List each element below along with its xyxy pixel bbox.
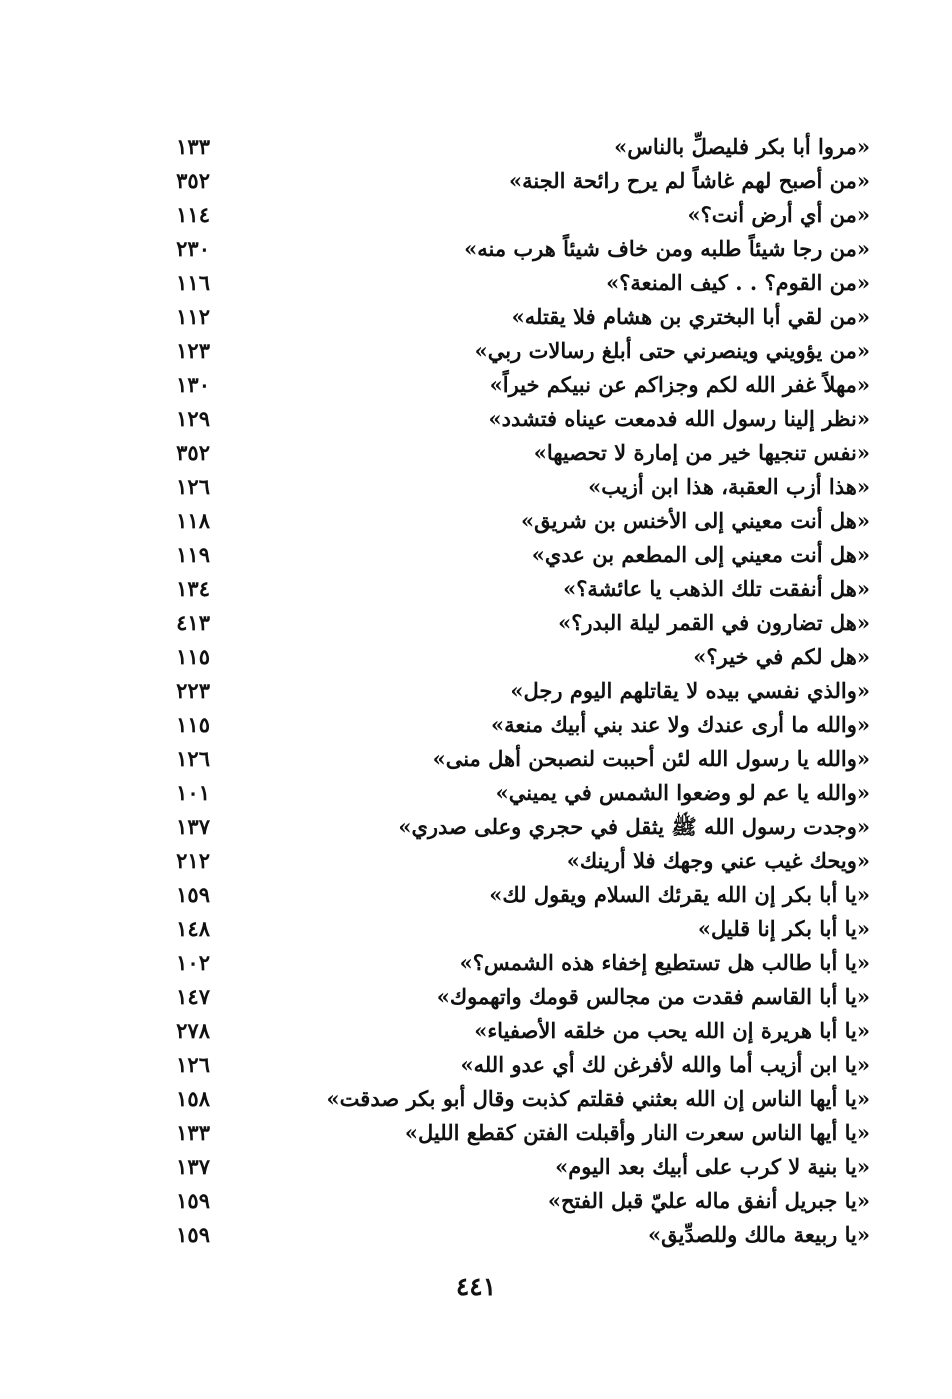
page-reference: ١٥٩ (176, 1188, 210, 1213)
hadith-text: «يا ابن أزيب أما والله لأفرغن لك أي عدو الله» (460, 1052, 870, 1077)
index-entry (150, 470, 870, 504)
index-entry (150, 334, 870, 368)
index-entry (150, 844, 870, 878)
index-entry (150, 402, 870, 436)
index-entry (150, 538, 870, 572)
page-reference: ١١٩ (176, 542, 210, 567)
page-reference: ١٥٩ (176, 882, 210, 907)
page-reference: ١٥٨ (176, 1086, 210, 1111)
index-entry (150, 878, 870, 912)
page-reference: ١٣٠ (176, 372, 210, 397)
page-reference: ١٠١ (176, 780, 210, 805)
hadith-text: «يا جبريل أنفق ماله عليّ قبل الفتح» (547, 1188, 870, 1213)
index-entry (150, 1150, 870, 1184)
index-entry (150, 198, 870, 232)
index-entry (150, 300, 870, 334)
hadith-text: «من أي أرض أنت؟» (687, 202, 870, 227)
index-entry (150, 708, 870, 742)
hadith-text: «هل أنفقت تلك الذهب يا عائشة؟» (563, 576, 870, 601)
page-reference: ٣٥٢ (176, 168, 210, 193)
hadith-text: «هل تضارون في القمر ليلة البدر؟» (558, 610, 870, 635)
index-entry (150, 164, 870, 198)
hadith-text: «يا أيها الناس سعرت النار وأقبلت الفتن كقطع الليل» (404, 1120, 870, 1145)
page-reference: ١٤٨ (176, 916, 210, 941)
page-number: ٤٤١ (455, 1272, 497, 1301)
index-entry (150, 606, 870, 640)
page-reference: ٢٢٣ (176, 678, 210, 703)
hadith-text: «والله ما أرى عندك ولا عند بني أبيك منعة» (491, 712, 870, 737)
index-entry (150, 1218, 870, 1252)
page-reference: ١٤٧ (176, 984, 210, 1009)
page-reference: ١٣٤ (176, 576, 210, 601)
page-reference: ١٢٣ (176, 338, 210, 363)
page-reference: ١١٢ (176, 304, 210, 329)
index-entry (150, 1048, 870, 1082)
index-entry (150, 742, 870, 776)
hadith-text: «والذي نفسي بيده لا يقاتلهم اليوم رجل» (510, 678, 870, 703)
hadith-text: «هذا أزب العقبة، هذا ابن أزيب» (588, 474, 870, 499)
page-reference: ١١٦ (176, 270, 210, 295)
page-reference: ١١٨ (176, 508, 210, 533)
index-entry (150, 130, 870, 164)
hadith-text: «من القوم؟ . . كيف المنعة؟» (606, 270, 870, 295)
page-reference: ١٣٧ (176, 1154, 210, 1179)
index-entry (150, 640, 870, 674)
hadith-text: «نظر إلينا رسول الله فدمعت عيناه فتشدد» (488, 406, 870, 431)
hadith-text: «يا بنية لا كرب على أبيك بعد اليوم» (555, 1154, 870, 1179)
hadith-text: «يا أبا القاسم فقدت من مجالس قومك واتهموك» (436, 984, 870, 1009)
hadith-text: «نفس تنجيها خير من إمارة لا تحصيها» (533, 440, 870, 465)
hadith-text: «يا ربيعة مالك وللصدِّيق» (648, 1222, 870, 1247)
page-reference: ١٥٩ (176, 1222, 210, 1247)
page-reference: ٤١٣ (176, 610, 210, 635)
page-reference: ٣٥٢ (176, 440, 210, 465)
index-entry (150, 946, 870, 980)
index-entry (150, 1082, 870, 1116)
index-entry (150, 912, 870, 946)
hadith-text: «هل أنت معيني إلى المطعم بن عدي» (531, 542, 870, 567)
index-entry (150, 572, 870, 606)
page-reference: ١٣٣ (176, 134, 210, 159)
hadith-text: «من يؤويني وينصرني حتى أبلغ رسالات ربي» (474, 338, 870, 363)
index-entry (150, 810, 870, 844)
hadith-text: «يا أبا بكر إنا قليل» (697, 916, 870, 941)
index-entry (150, 1014, 870, 1048)
hadith-text: «يا أيها الناس إن الله بعثني فقلتم كذبت وقال أبو بكر صدقت» (326, 1086, 870, 1111)
page-reference: ٢٧٨ (176, 1018, 210, 1043)
hadith-text: «من أصبح لهم غاشاً لم يرح رائحة الجنة» (508, 168, 870, 193)
page-reference: ٢٣٠ (176, 236, 210, 261)
hadith-text: «ويحك غيب عني وجهك فلا أرينك» (566, 848, 870, 873)
index-entry (150, 1116, 870, 1150)
index-entry (150, 368, 870, 402)
page-reference: ٢١٢ (176, 848, 210, 873)
hadith-text: «يا أبا هريرة إن الله يحب من خلقه الأصفياء» (474, 1018, 870, 1043)
page-reference: ١١٥ (176, 644, 210, 669)
page-reference: ١١٤ (176, 202, 210, 227)
hadith-text: «وجدت رسول الله ﷺ يثقل في حجري وعلى صدري» (398, 814, 870, 839)
hadith-text: «يا أبا طالب هل تستطيع إخفاء هذه الشمس؟» (459, 950, 870, 975)
page-reference: ١٣٧ (176, 814, 210, 839)
index-entry (150, 674, 870, 708)
page-reference: ١٢٦ (176, 746, 210, 771)
hadith-index-list (150, 130, 870, 1252)
index-entry (150, 266, 870, 300)
hadith-text: «مهلاً غفر الله لكم وجزاكم عن نبيكم خيراً» (489, 372, 870, 397)
index-entry (150, 776, 870, 810)
page-reference: ١٣٣ (176, 1120, 210, 1145)
index-entry (150, 232, 870, 266)
page-reference: ١٢٩ (176, 406, 210, 431)
page-reference: ١٢٦ (176, 1052, 210, 1077)
hadith-text: «من لقي أبا البختري بن هشام فلا يقتله» (511, 304, 870, 329)
index-entry (150, 1184, 870, 1218)
hadith-text: «هل أنت معيني إلى الأخنس بن شريق» (521, 508, 870, 533)
hadith-text: «والله يا رسول الله لئن أحببت لنصبحن أهل منى» (432, 746, 870, 771)
hadith-text: «هل لكم في خير؟» (693, 644, 870, 669)
hadith-text: «والله يا عم لو وضعوا الشمس في يميني» (495, 780, 870, 805)
index-entry (150, 436, 870, 470)
hadith-text: «من رجا شيئاً طلبه ومن خاف شيئاً هرب منه» (464, 236, 870, 261)
index-entry (150, 980, 870, 1014)
hadith-text: «مروا أبا بكر فليصلِّ بالناس» (614, 134, 870, 159)
page-reference: ١٢٦ (176, 474, 210, 499)
hadith-text: «يا أبا بكر إن الله يقرئك السلام ويقول لك» (489, 882, 870, 907)
index-entry (150, 504, 870, 538)
page-reference: ١٠٢ (176, 950, 210, 975)
page-reference: ١١٥ (176, 712, 210, 737)
